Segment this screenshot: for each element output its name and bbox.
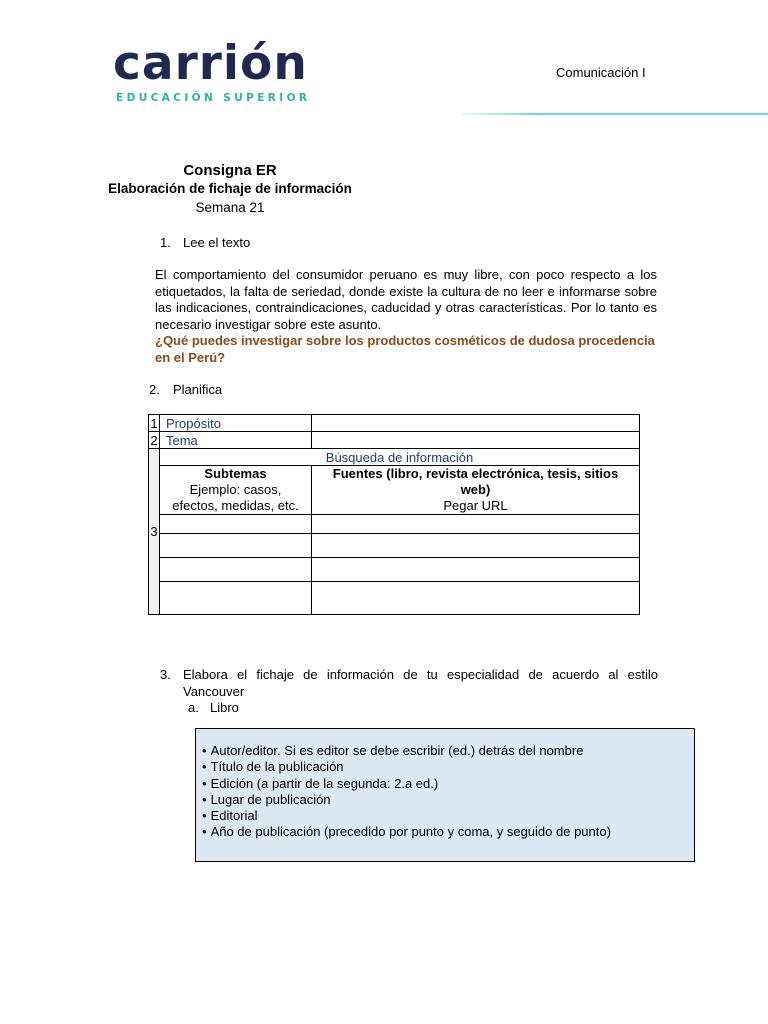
row-number: 2: [150, 432, 158, 448]
step3: [160, 667, 658, 700]
source-input-cell[interactable]: [312, 534, 640, 558]
purpose-input-cell[interactable]: [312, 415, 640, 432]
purpose-label: Propósito: [160, 415, 312, 432]
citation-elements-box: [195, 728, 695, 862]
subtopic-input-cell[interactable]: [160, 515, 312, 534]
subtopics-header: Subtemas: [204, 466, 267, 481]
step1-label: Lee el texto: [183, 235, 251, 250]
header-accent-line: [462, 113, 768, 115]
week-label: Semana 21: [195, 200, 265, 215]
list-item: • Título de la publicación: [202, 759, 694, 775]
page-subtitle: Elaboración de fichaje de información: [108, 181, 352, 196]
source-input-cell[interactable]: [312, 582, 640, 615]
step3-label: Elabora el fichaje de información de tu especialidad de acuerdo al estilo Vancouver: [183, 667, 658, 699]
source-input-cell[interactable]: [312, 515, 640, 534]
step1-number: 1.: [160, 235, 171, 250]
search-section-title: Búsqueda de información: [160, 449, 640, 466]
list-item: • Edición (a partir de la segunda: 2.a ed.): [202, 776, 694, 792]
table-row-topic: [149, 432, 640, 449]
list-item: • Año de publicación (precedido por punto y coma, y seguido de punto): [202, 824, 694, 840]
table-row: [149, 558, 640, 582]
table-row-search-title: [149, 449, 640, 466]
topic-label: Tema: [160, 432, 312, 449]
table-row-purpose: [149, 415, 640, 432]
sources-header: Fuentes (libro, revista electrónica, tesis, sitios web): [332, 466, 619, 497]
topic-input-cell[interactable]: [312, 432, 640, 449]
sources-header-cell: [312, 466, 640, 515]
row-number: 3: [149, 449, 160, 615]
source-input-cell[interactable]: [312, 558, 640, 582]
subtopic-input-cell[interactable]: [160, 558, 312, 582]
subtopic-input-cell[interactable]: [160, 534, 312, 558]
table-row: [149, 582, 640, 615]
table-row-headers: [149, 466, 640, 515]
step1-paragraph: El comportamiento del consumidor peruano es muy libre, con poco respecto a los etiquetados, la falta de seriedad, donde existe la cultura de no leer e informarse sobre las indicaciones, contraindicaciones, caducidad y otras características. Por lo tanto es necesario investigar sobre este asunto.: [155, 267, 657, 332]
subtopics-header-cell: [160, 466, 312, 515]
subtopics-example: Ejemplo: casos, efectos, medidas, etc.: [172, 482, 299, 513]
step3-number: 3.: [160, 667, 171, 682]
list-item: • Editorial: [202, 808, 694, 824]
subtopic-input-cell[interactable]: [160, 582, 312, 615]
page-title: Consigna ER: [183, 162, 277, 179]
row-number: 1: [150, 415, 158, 431]
citation-elements-list: [202, 743, 694, 841]
logo: carrión: [113, 36, 308, 91]
step3a-number: a.: [188, 700, 199, 715]
planning-table: [148, 414, 640, 615]
table-row: [149, 534, 640, 558]
step2-label: Planifica: [173, 382, 223, 397]
list-item: • Autor/editor. Si es editor se debe escribir (ed.) detrás del nombre: [202, 743, 694, 759]
sources-note: Pegar URL: [443, 498, 508, 513]
logo-tagline: EDUCACIÓN SUPERIOR: [116, 92, 311, 104]
table-row: [149, 515, 640, 534]
course-name: Comunicación I: [556, 65, 646, 80]
step1-question: ¿Qué puedes investigar sobre los productos cosméticos de dudosa procedencia en el Perú?: [155, 333, 655, 365]
step2-number: 2.: [149, 382, 160, 397]
step3a-label: Libro: [210, 700, 239, 715]
list-item: • Lugar de publicación: [202, 792, 694, 808]
